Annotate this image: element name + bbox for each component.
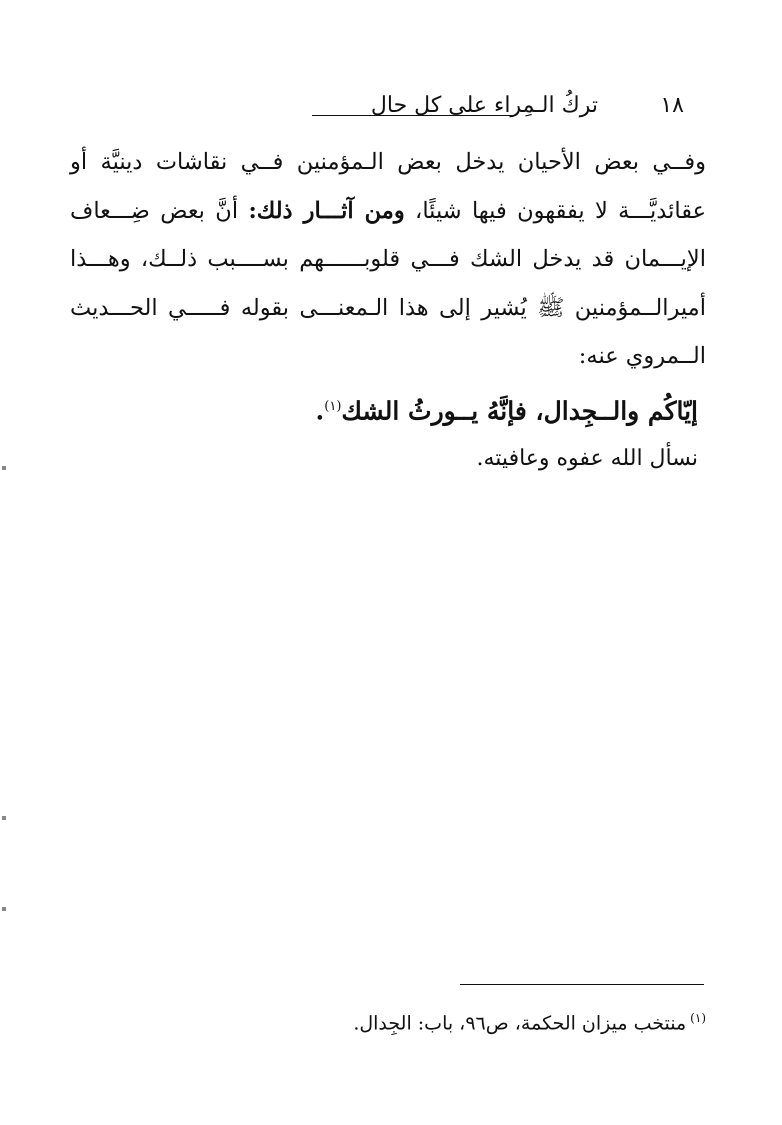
footnote-text: منتخب ميزان الحكمة، ص٩٦، باب: الجِدال. <box>353 1012 687 1035</box>
page-header <box>64 88 684 124</box>
margin-speck <box>2 816 6 820</box>
footnote-mark: (١) <box>690 1011 706 1025</box>
header-rule <box>312 115 512 116</box>
paragraph-1 <box>70 138 706 381</box>
footnote-rule <box>460 984 704 985</box>
footnote <box>106 1003 706 1038</box>
hadith-text: إيّاكُم والــجِدال، فإنَّهُ يــورثُ الشك <box>341 396 698 426</box>
margin-speck <box>2 466 6 470</box>
hadith-quote <box>138 383 698 435</box>
running-title: تركُ الـمِراء على كل حال <box>370 93 598 118</box>
paragraph-1-text-b: أنَّ بعض ضِـــعاف الإيـــمان قد يدخل الشك فـــي قلوبــــــهم بســــبب ذلــك، وهـــذا أميرالــمؤمنين ﷺ يُشير إلى هذا الـمعنـــى بقوله فـــــي الحـــديث الــمروي عنه: <box>70 197 706 369</box>
paragraph-1-bold: ومن آثـــار ذلك: <box>248 197 405 224</box>
paragraph-1-text-a: وفــي بعض الأحيان يدخل بعض الـمؤمنين فــي نقاشات دينيَّة أو عقائديَّـــة لا يفقهون فيها شيئًا، <box>70 149 706 224</box>
page-number: ١٨ <box>660 93 684 118</box>
hadith-footnote-ref: (١) <box>324 399 342 414</box>
margin-speck <box>2 907 6 911</box>
body-paragraph <box>70 138 706 381</box>
closing-line: نسأل الله عفوه وعافيته. <box>476 446 698 471</box>
hadith-period: . <box>315 396 325 426</box>
